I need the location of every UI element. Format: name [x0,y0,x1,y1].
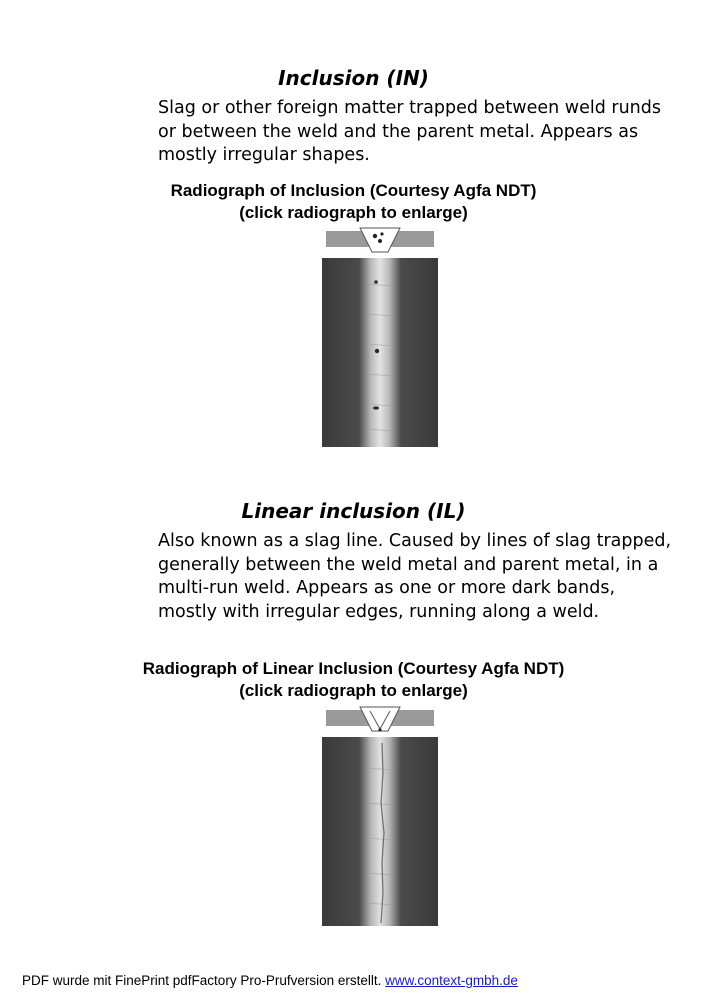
inclusion-radiograph-image[interactable] [322,224,438,447]
footer-text: PDF wurde mit FinePrint pdfFactory Pro-Prufversion erstellt. [22,973,382,988]
caption-enlarge-hint: (click radiograph to enlarge) [239,681,468,700]
footer-link[interactable]: www.context-gmbh.de [385,973,518,988]
caption-title: Radiograph of Linear Inclusion (Courtesy Agfa NDT) [142,659,565,678]
caption-title: Radiograph of Inclusion (Courtesy Agfa NDT) [170,181,537,200]
linear-inclusion-radiograph-caption [0,658,707,702]
section-heading-linear-inclusion: Linear inclusion (IL) [241,499,466,523]
caption-enlarge-hint: (click radiograph to enlarge) [239,203,468,222]
pdf-footer [22,973,518,989]
linear-inclusion-radiograph-image[interactable] [322,703,438,926]
inclusion-description: Slag or other foreign matter trapped between weld runds or between the weld and the parent metal. Appears as mostly irregular shapes. [158,98,661,165]
inclusion-radiograph-caption [0,180,707,224]
linear-inclusion-description: Also known as a slag line. Caused by lines of slag trapped, generally between the weld metal and parent metal, in a multi-run weld. Appears as one or more dark bands, mostly with irregular edges, running along a weld. [158,531,672,622]
section-heading-inclusion: Inclusion (IN) [278,66,429,90]
